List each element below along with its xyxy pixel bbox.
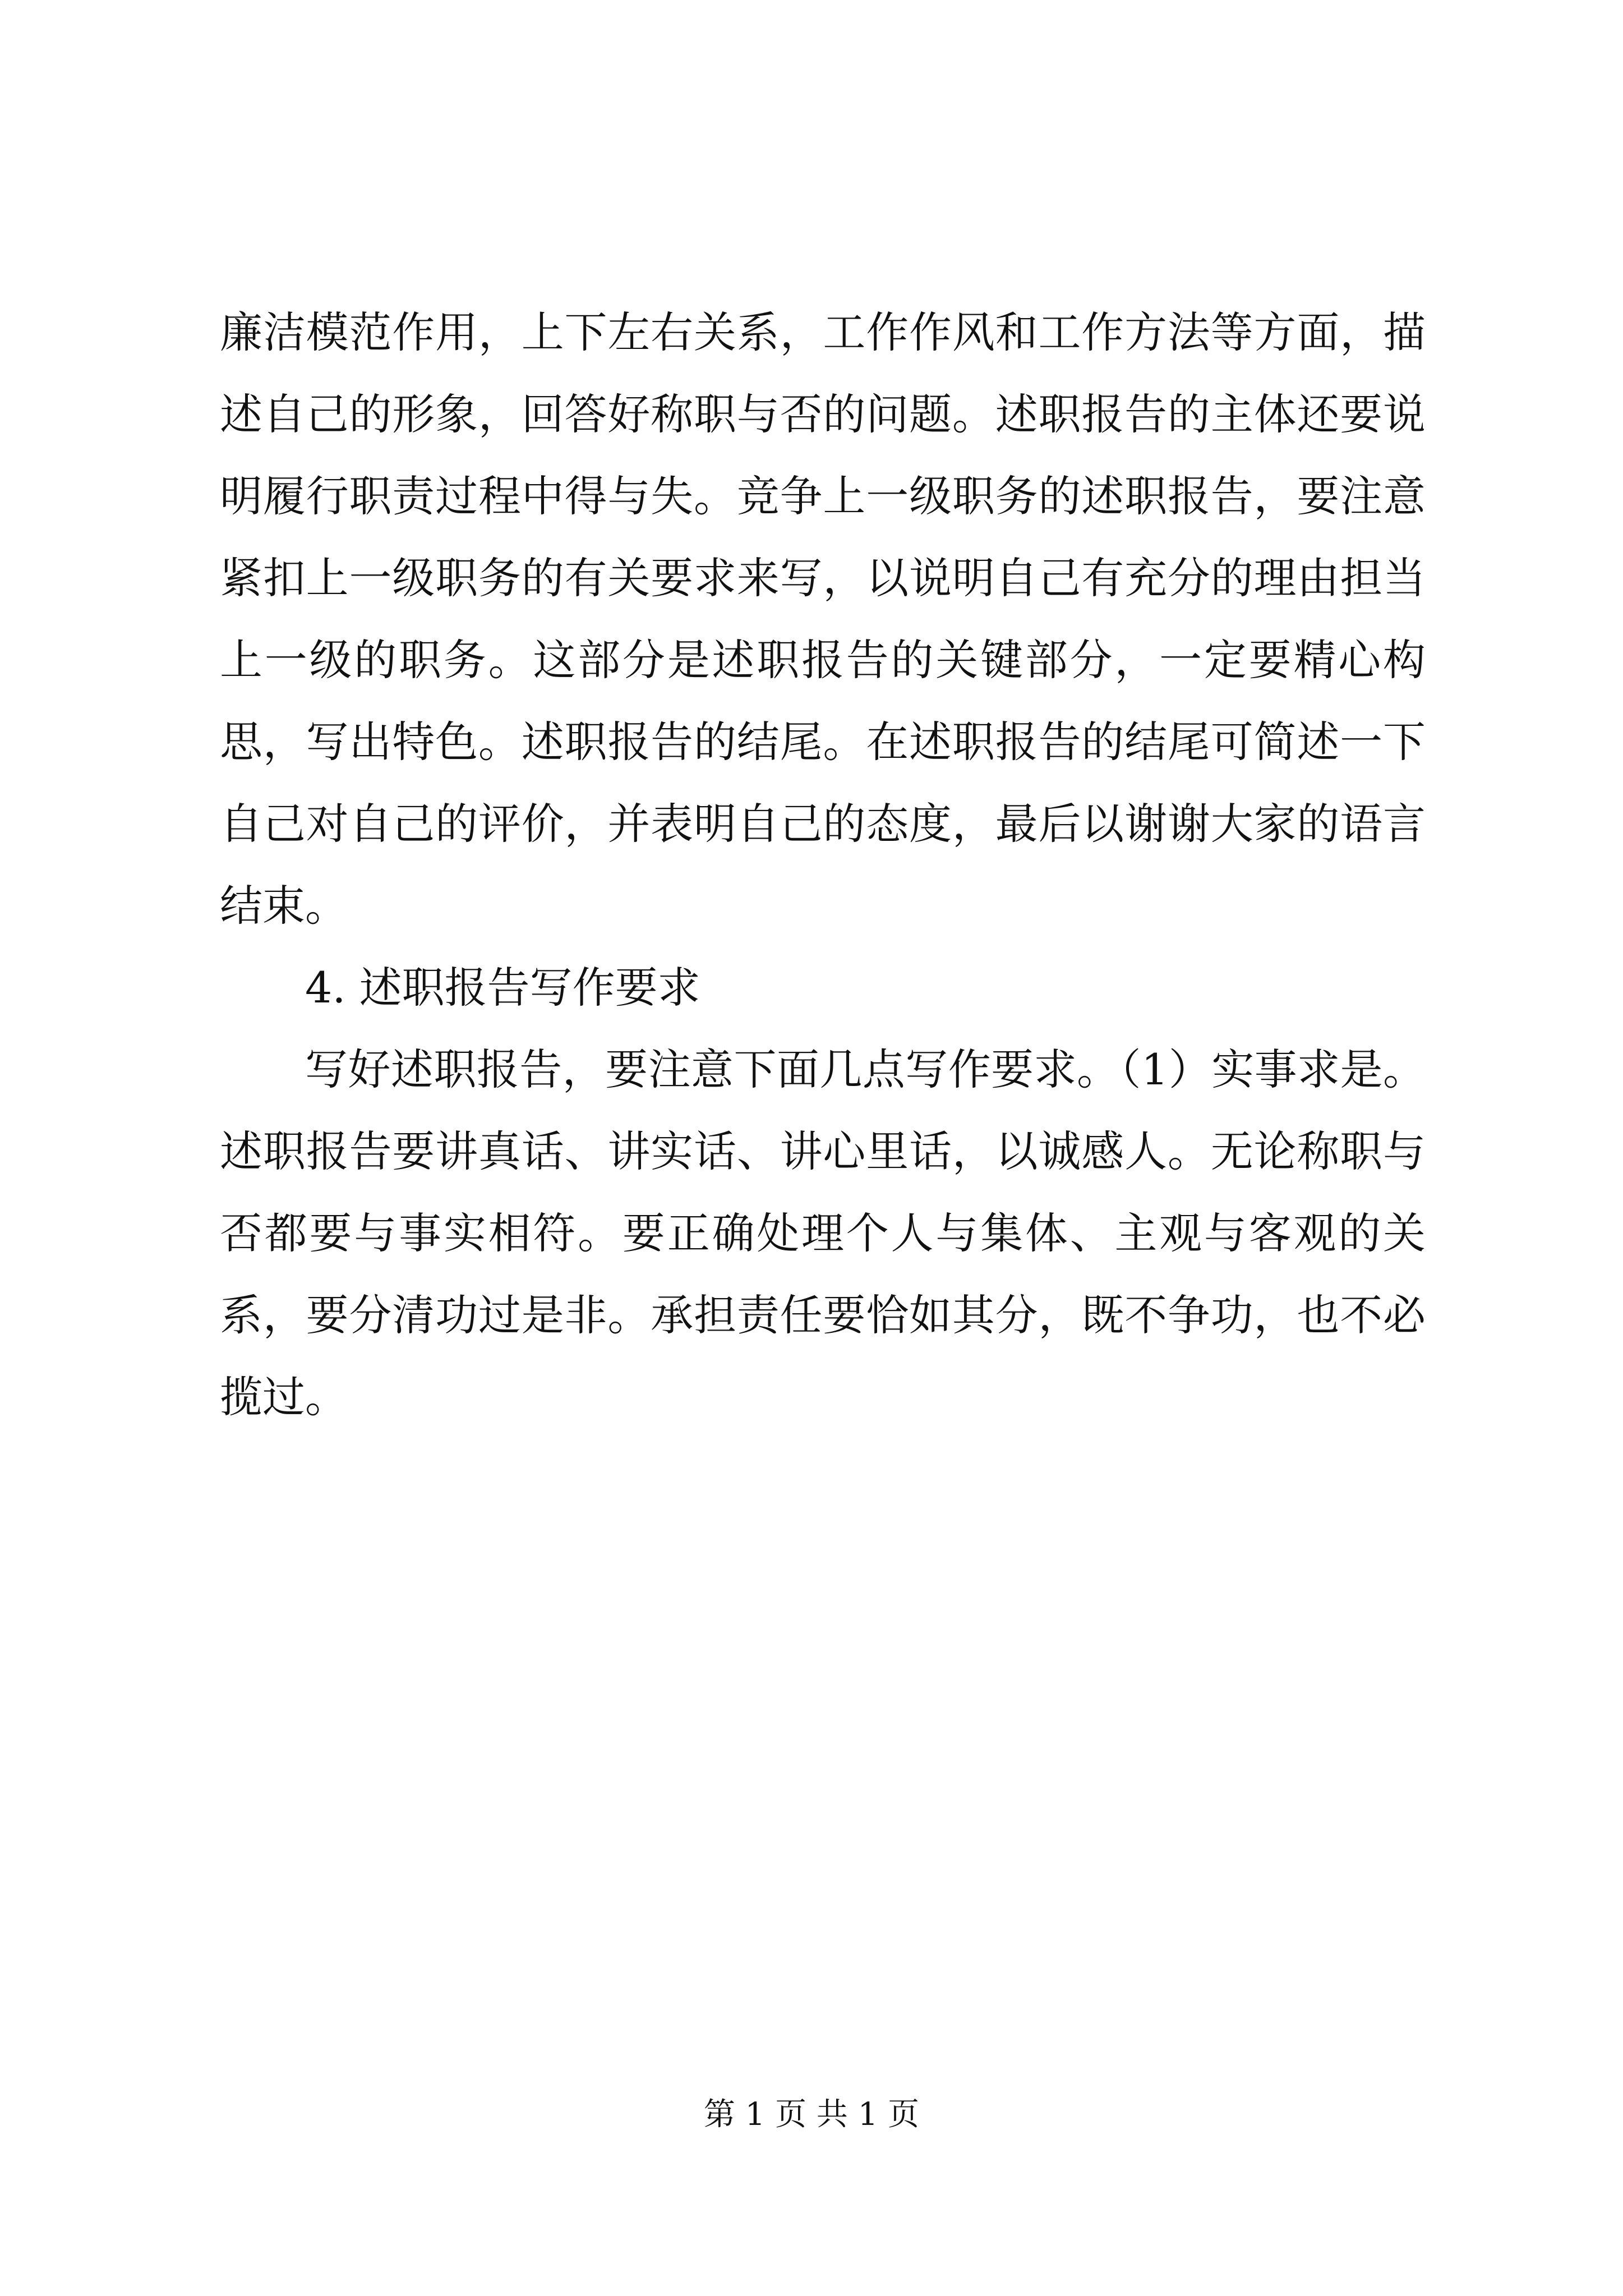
paragraph-continuation: 廉洁模范作用，上下左右关系，工作作风和工作方法等方面，描述自己的形象，回答好称职与否的问题。述职报告的主体还要说明履行职责过程中得与失。竞争上一级职务的述职报告，要注意紧扣上一级职务的有关要求来写，以说明自己有充分的理由担当上一级的职务。这部分是述职报告的关键部分，一定要精心构思，写出特色。述职报告的结尾。在述职报告的结尾可简述一下自己对自己的评价，并表明自己的态度，最后以谢谢大家的语言结束。 [220,307,1426,931]
document-body [220,292,1426,1438]
section-heading: 4. 述职报告写作要求 [305,963,700,1013]
paragraph-requirements: 写好述职报告，要注意下面几点写作要求。（1）实事求是。述职报告要讲真话、讲实话、讲心里话，以诚感人。无论称职与否都要与事实相符。要正确处理个人与集体、主观与客观的关系，要分清功过是非。承担责任要恰如其分，既不争功，也不必揽过。 [220,1045,1426,1422]
page-footer: 第 1 页 共 1 页 [703,2096,920,2133]
